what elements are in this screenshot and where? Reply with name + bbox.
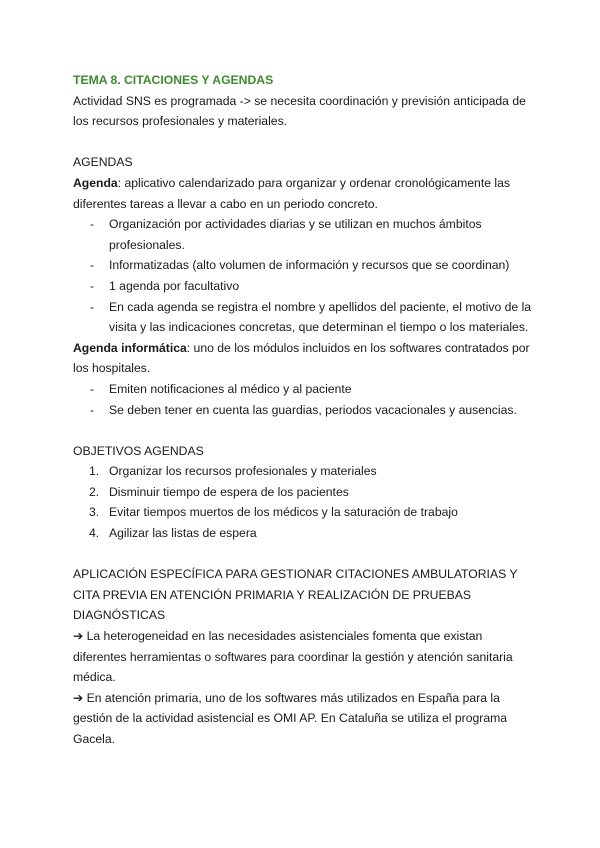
list-item	[73, 502, 533, 523]
document-title: TEMA 8. CITACIONES Y AGENDAS	[73, 73, 274, 87]
spacer	[73, 420, 533, 441]
list-item-text: Se deben tener en cuenta las guardias, periodos vacacionales y ausencias.	[109, 402, 517, 417]
list-number: 2.	[89, 484, 100, 499]
agenda-term: Agenda	[73, 175, 118, 190]
list-item	[73, 400, 533, 421]
list-item	[73, 523, 533, 544]
list-item-text: Informatizadas (alto volumen de información y recursos que se coordinan)	[109, 258, 510, 273]
arrow-point-text: La heterogeneidad en las necesidades asistenciales fomenta que existan diferentes herramientas o softwares para coordinar la gestión y atención sanitaria médica.	[73, 629, 513, 685]
aplicacion-heading-line: CITA PREVIA EN ATENCIÓN PRIMARIA Y REALIZACIÓN DE PRUEBAS	[73, 587, 471, 602]
arrow-right-icon: ➔	[73, 629, 84, 644]
list-item	[73, 482, 533, 503]
list-item	[73, 297, 533, 338]
list-number: 4.	[89, 526, 100, 541]
agenda-definition-paragraph	[73, 173, 533, 214]
dash-bullet: -	[90, 258, 95, 273]
list-item	[73, 276, 533, 297]
aplicacion-heading-line: DIAGNÓSTICAS	[73, 608, 166, 623]
informatica-bullet-list	[73, 379, 533, 420]
intro-paragraph: Actividad SNS es programada -> se necesita coordinación y previsión anticipada de los recursos profesionales y materiales.	[73, 93, 526, 129]
list-item-text: Organizar los recursos profesionales y materiales	[109, 464, 377, 479]
agenda-informatica-definition: : uno de los módulos incluidos en los softwares contratados por los hospitales.	[73, 340, 530, 376]
agenda-bullet-list	[73, 214, 533, 338]
document-body	[73, 70, 533, 750]
list-item-text: Emiten notificaciones al médico y al paciente	[109, 381, 352, 396]
dash-bullet: -	[90, 217, 95, 232]
dash-bullet: -	[90, 402, 95, 417]
arrow-right-icon: ➔	[73, 690, 84, 705]
list-item-text: Disminuir tiempo de espera de los pacientes	[109, 484, 349, 499]
aplicacion-heading-line: APLICACIÓN ESPECÍFICA PARA GESTIONAR CITACIONES AMBULATORIAS Y	[73, 567, 518, 582]
dash-bullet: -	[90, 299, 95, 314]
list-number: 1.	[89, 464, 100, 479]
list-item-text: Agilizar las listas de espera	[109, 526, 257, 541]
list-item-text: Organización por actividades diarias y se utilizan en muchos ámbitos profesionales.	[109, 217, 482, 252]
list-item	[73, 214, 533, 255]
arrow-point-text: En atención primaria, uno de los softwares más utilizados en España para la gestión de la actividad asistencial es OMI AP. En Cataluña se utiliza el programa Gacela.	[73, 690, 508, 746]
arrow-point	[73, 688, 533, 750]
dash-bullet: -	[90, 381, 95, 396]
agenda-informatica-paragraph	[73, 338, 533, 379]
arrow-point	[73, 626, 533, 688]
list-item	[73, 255, 533, 276]
list-item-text: En cada agenda se registra el nombre y apellidos del paciente, el motivo de la visita y las indicaciones concretas, que determinan el tiempo o los materiales.	[109, 299, 532, 335]
list-item-text: Evitar tiempos muertos de los médicos y la saturación de trabajo	[109, 505, 458, 520]
objetivos-list	[73, 461, 533, 543]
list-item-text: 1 agenda por facultativo	[109, 278, 240, 293]
agenda-definition: : aplicativo calendarizado para organizar y ordenar cronológicamente las diferentes tareas a llevar a cabo en un periodo concreto.	[73, 175, 510, 211]
spacer	[73, 544, 533, 565]
agenda-informatica-term: Agenda informática	[73, 340, 187, 355]
list-item	[73, 379, 533, 400]
list-item	[73, 461, 533, 482]
list-number: 3.	[89, 505, 100, 520]
objetivos-heading: OBJETIVOS AGENDAS	[73, 443, 204, 458]
dash-bullet: -	[90, 278, 95, 293]
spacer	[73, 132, 533, 153]
agendas-heading: AGENDAS	[73, 155, 133, 170]
